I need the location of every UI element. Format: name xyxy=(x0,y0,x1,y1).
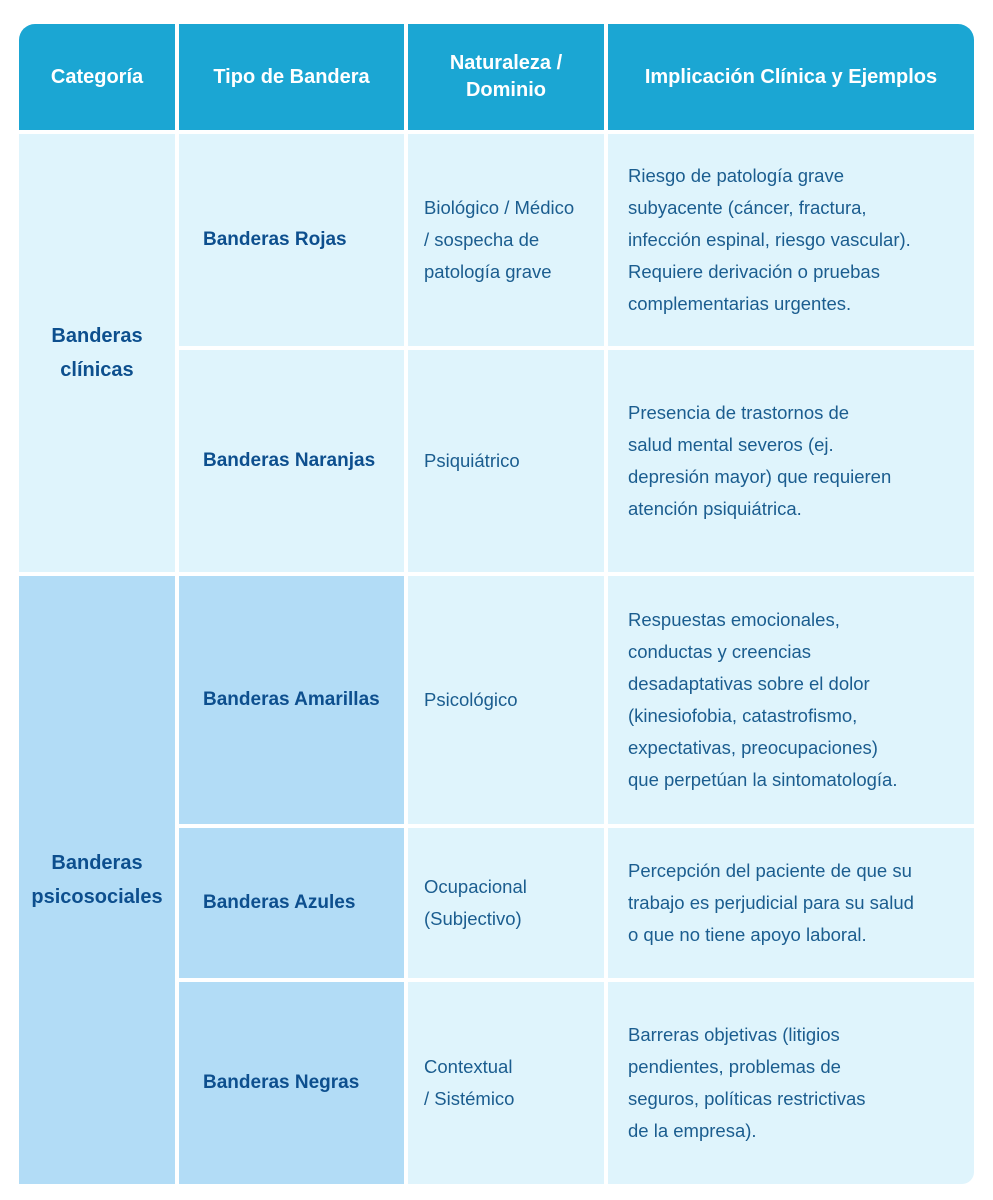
nature-black: Contextual / Sistémico xyxy=(408,982,604,1184)
implication-yellow: Respuestas emocionales, conductas y creencias desadaptativas sobre el dolor (kinesiofobia, catastrofismo, expectativas, preocupaciones) que perpetúan la sintomatología. xyxy=(608,576,974,824)
flag-type-orange: Banderas Naranjas xyxy=(179,350,404,572)
implication-black: Barreras objetivas (litigios pendientes, problemas de seguros, políticas restrictivas de la empresa). xyxy=(608,982,974,1184)
category-clinical-flags: Banderas clínicas xyxy=(19,134,175,572)
implication-blue: Percepción del paciente de que su trabajo es perjudicial para su salud o que no tiene apoyo laboral. xyxy=(608,828,974,978)
nature-orange: Psiquiátrico xyxy=(408,350,604,572)
header-nature: Naturaleza / Dominio xyxy=(408,24,604,130)
nature-yellow: Psicológico xyxy=(408,576,604,824)
flag-type-yellow: Banderas Amarillas xyxy=(179,576,404,824)
flag-type-blue: Banderas Azules xyxy=(179,828,404,978)
header-flag-type: Tipo de Bandera xyxy=(179,24,404,130)
flag-type-red: Banderas Rojas xyxy=(179,134,404,346)
implication-orange: Presencia de trastornos de salud mental severos (ej. depresión mayor) que requieren atención psiquiátrica. xyxy=(608,350,974,572)
category-psychosocial-flags: Banderas psicosociales xyxy=(19,576,175,1184)
flag-type-black: Banderas Negras xyxy=(179,982,404,1184)
flags-table xyxy=(19,24,974,1184)
nature-blue: Ocupacional (Subjectivo) xyxy=(408,828,604,978)
implication-red: Riesgo de patología grave subyacente (cáncer, fractura, infección espinal, riesgo vascular). Requiere derivación o pruebas complementarias urgentes. xyxy=(608,134,974,346)
header-category: Categoría xyxy=(19,24,175,130)
header-implication: Implicación Clínica y Ejemplos xyxy=(608,24,974,130)
nature-red: Biológico / Médico / sospecha de patología grave xyxy=(408,134,604,346)
